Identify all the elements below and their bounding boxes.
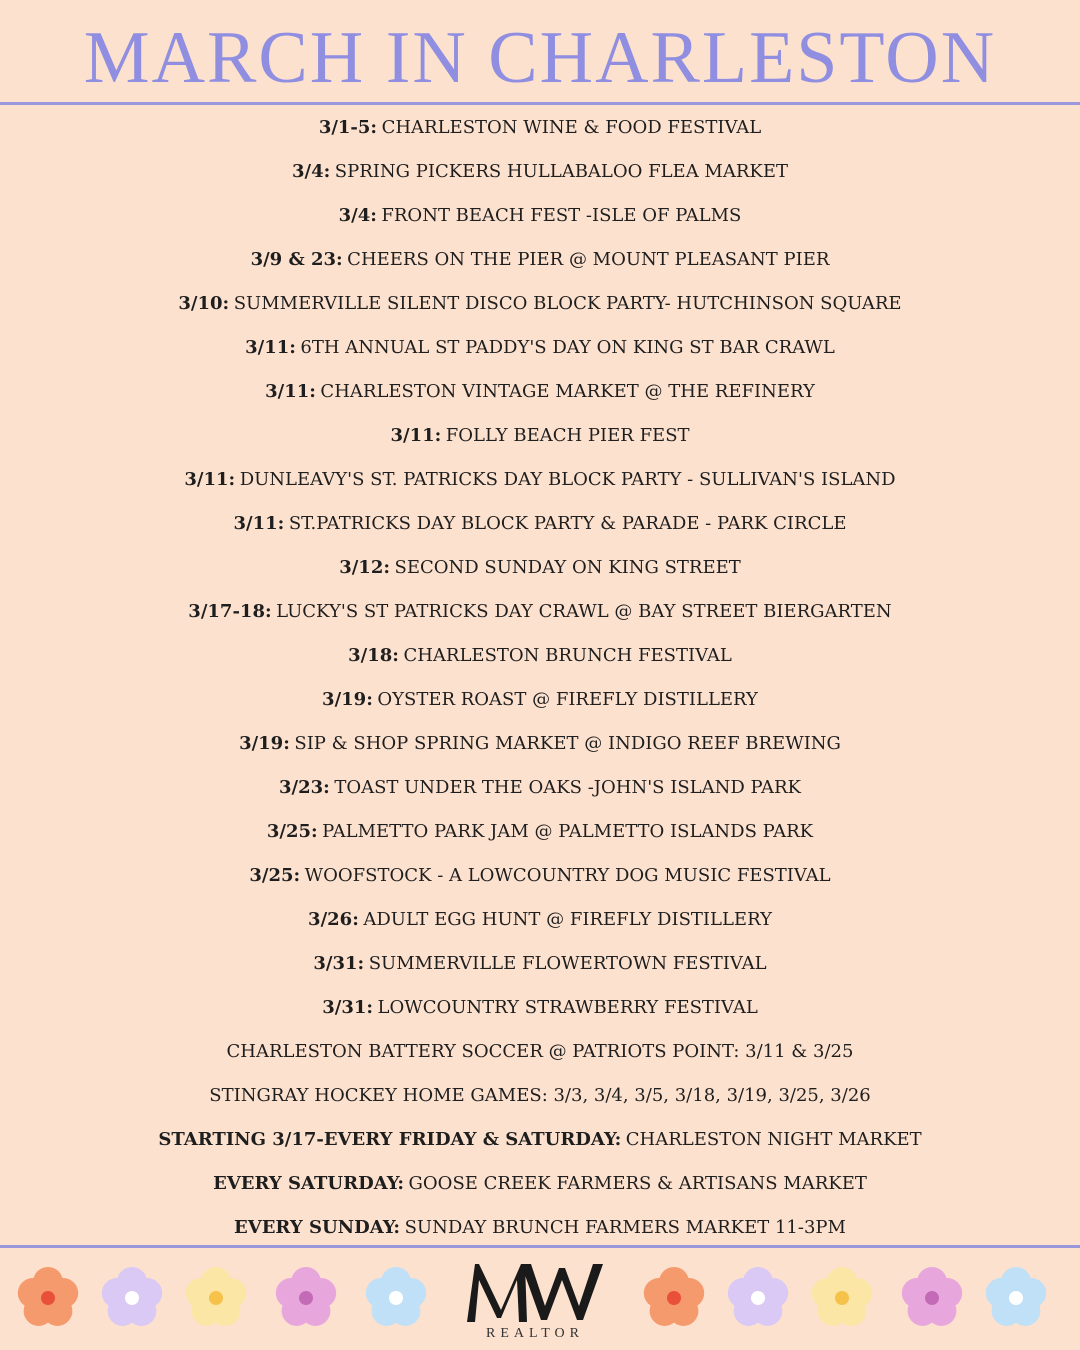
flower-icon (272, 1264, 340, 1332)
event-row (0, 942, 1080, 986)
flower-icon (362, 1264, 430, 1332)
event-text: SECOND SUNDAY ON KING STREET (394, 557, 741, 578)
event-text: FRONT BEACH FEST -ISLE OF PALMS (381, 205, 742, 226)
event-text: STINGRAY HOCKEY HOME GAMES: 3/3, 3/4, 3/5, 3/18, 3/19, 3/25, 3/26 (209, 1085, 871, 1106)
event-row (0, 810, 1080, 854)
event-date: EVERY SUNDAY: (234, 1217, 401, 1238)
mw-realtor-logo (455, 1258, 615, 1344)
event-row (0, 590, 1080, 634)
page-title: MARCH IN CHARLESTON (83, 17, 997, 99)
event-row (0, 1206, 1080, 1250)
event-text: SUMMERVILLE SILENT DISCO BLOCK PARTY- HUTCHINSON SQUARE (233, 293, 902, 314)
event-row (0, 986, 1080, 1030)
event-text: PALMETTO PARK JAM @ PALMETTO ISLANDS PARK (322, 821, 814, 842)
event-text: LUCKY'S ST PATRICKS DAY CRAWL @ BAY STREET BIERGARTEN (276, 601, 892, 622)
top-divider (0, 102, 1080, 105)
event-row (0, 238, 1080, 282)
event-date: 3/12: (339, 557, 390, 578)
event-date: 3/31: (322, 997, 374, 1018)
event-date: 3/23: (279, 777, 330, 798)
event-date: 3/4: (292, 161, 331, 182)
event-date: 3/31: (313, 953, 365, 974)
event-text: SUNDAY BRUNCH FARMERS MARKET 11-3PM (404, 1217, 846, 1238)
mw-logo-mark-icon (463, 1258, 607, 1324)
event-text: CHARLESTON BATTERY SOCCER @ PATRIOTS POINT: 3/11 & 3/25 (226, 1041, 854, 1062)
event-date: 3/11: (390, 425, 442, 446)
event-text: CHARLESTON BRUNCH FESTIVAL (403, 645, 732, 666)
event-row (0, 722, 1080, 766)
event-row (0, 502, 1080, 546)
event-text: GOOSE CREEK FARMERS & ARTISANS MARKET (408, 1173, 867, 1194)
event-date: 3/17-18: (188, 601, 272, 622)
event-date: 3/10: (178, 293, 230, 314)
event-text: LOWCOUNTRY STRAWBERRY FESTIVAL (377, 997, 758, 1018)
event-date: STARTING 3/17-EVERY FRIDAY & SATURDAY: (158, 1129, 622, 1150)
event-row (0, 1118, 1080, 1162)
event-row (0, 854, 1080, 898)
event-text: CHARLESTON NIGHT MARKET (625, 1129, 922, 1150)
flower-icon (182, 1264, 250, 1332)
flower-icon (640, 1264, 708, 1332)
flower-icon (898, 1264, 966, 1332)
event-row (0, 458, 1080, 502)
event-date: 3/9 & 23: (250, 249, 343, 270)
event-date: 3/25: (249, 865, 301, 886)
event-text: FOLLY BEACH PIER FEST (445, 425, 690, 446)
event-text: SIP & SHOP SPRING MARKET @ INDIGO REEF BREWING (294, 733, 841, 754)
flower-icon (98, 1264, 166, 1332)
event-text: TOAST UNDER THE OAKS -JOHN'S ISLAND PARK (334, 777, 801, 798)
event-date: 3/26: (308, 909, 359, 930)
event-row (0, 546, 1080, 590)
event-row (0, 1074, 1080, 1118)
event-row (0, 414, 1080, 458)
event-date: 3/11: (184, 469, 236, 490)
event-row (0, 150, 1080, 194)
event-date: EVERY SATURDAY: (213, 1173, 405, 1194)
event-row (0, 898, 1080, 942)
event-date: 3/1-5: (318, 117, 378, 138)
event-date: 3/25: (266, 821, 318, 842)
event-text: 6TH ANNUAL ST PADDY'S DAY ON KING ST BAR CRAWL (300, 337, 835, 358)
event-date: 3/11: (233, 513, 285, 534)
flower-icon (982, 1264, 1050, 1332)
event-date: 3/19: (322, 689, 373, 710)
event-row (0, 194, 1080, 238)
event-row (0, 678, 1080, 722)
event-text: OYSTER ROAST @ FIREFLY DISTILLERY (377, 689, 758, 710)
event-date: 3/19: (239, 733, 290, 754)
event-list (0, 106, 1080, 1250)
event-text: SPRING PICKERS HULLABALOO FLEA MARKET (334, 161, 788, 182)
event-row (0, 106, 1080, 150)
event-row (0, 634, 1080, 678)
event-text: CHEERS ON THE PIER @ MOUNT PLEASANT PIER (347, 249, 830, 270)
event-text: DUNLEAVY'S ST. PATRICKS DAY BLOCK PARTY - SULLIVAN'S ISLAND (239, 469, 896, 490)
footer (0, 1252, 1080, 1350)
event-row (0, 1162, 1080, 1206)
event-row (0, 370, 1080, 414)
event-date: 3/4: (338, 205, 377, 226)
event-date: 3/11: (245, 337, 296, 358)
event-text: CHARLESTON WINE & FOOD FESTIVAL (381, 117, 762, 138)
flower-icon (808, 1264, 876, 1332)
event-row (0, 326, 1080, 370)
flower-icon (14, 1264, 82, 1332)
event-text: WOOFSTOCK - A LOWCOUNTRY DOG MUSIC FESTIVAL (304, 865, 831, 886)
event-text: CHARLESTON VINTAGE MARKET @ THE REFINERY (320, 381, 815, 402)
event-row (0, 282, 1080, 326)
event-text: ADULT EGG HUNT @ FIREFLY DISTILLERY (363, 909, 772, 930)
event-date: 3/18: (348, 645, 399, 666)
flower-icon (724, 1264, 792, 1332)
event-row (0, 1030, 1080, 1074)
logo-wordmark: REALTOR (485, 1326, 584, 1341)
event-text: SUMMERVILLE FLOWERTOWN FESTIVAL (368, 953, 767, 974)
event-row (0, 766, 1080, 810)
bottom-divider (0, 1245, 1080, 1248)
event-date: 3/11: (265, 381, 316, 402)
event-text: ST.PATRICKS DAY BLOCK PARTY & PARADE - PARK CIRCLE (288, 513, 847, 534)
